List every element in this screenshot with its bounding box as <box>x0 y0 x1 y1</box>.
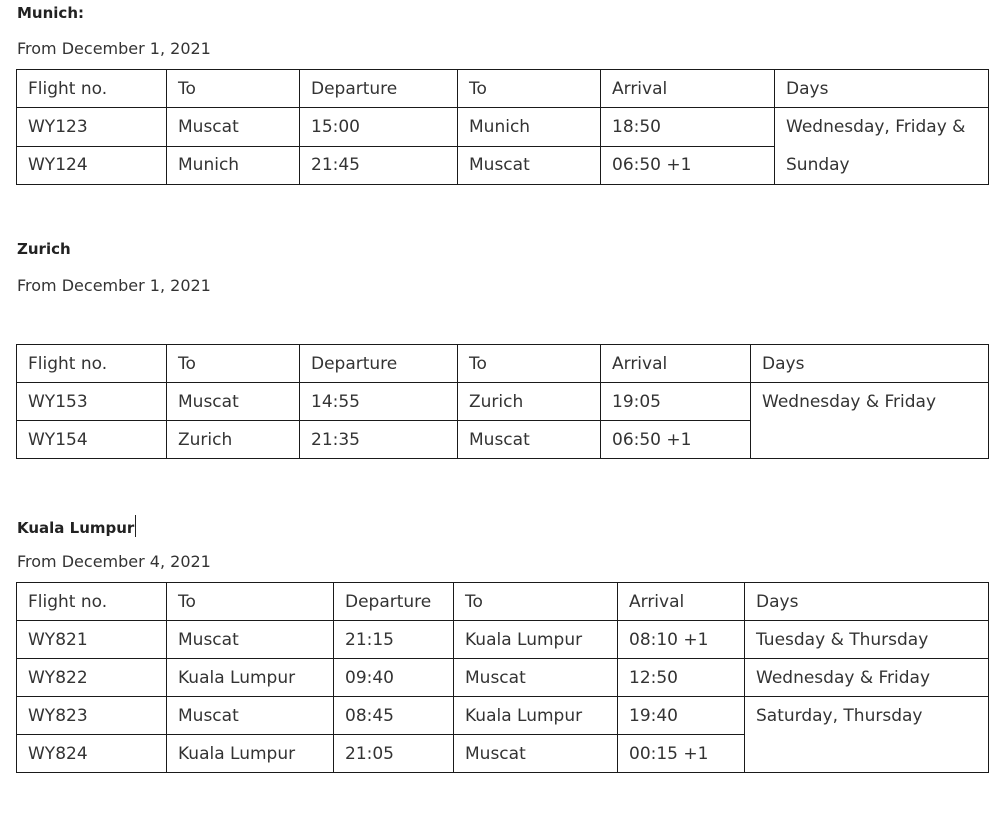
table-header-row <box>17 583 989 621</box>
table-cell: Munich <box>167 146 300 185</box>
table-cell: Zurich <box>458 383 601 421</box>
table-cell: Zurich <box>167 421 300 459</box>
table-cell: WY153 <box>17 383 167 421</box>
table-cell: 08:10 +1 <box>618 621 745 659</box>
table-cell: 06:50 +1 <box>601 421 751 459</box>
text-cursor <box>135 515 136 537</box>
table-cell: Muscat <box>167 697 334 735</box>
table-cell: 14:55 <box>300 383 458 421</box>
table-cell: Muscat <box>458 421 601 459</box>
schedule-table-munich <box>16 69 989 185</box>
table-cell: Muscat <box>167 621 334 659</box>
header-cell: Departure <box>300 70 458 108</box>
header-cell: To <box>167 345 300 383</box>
table-row <box>17 621 989 659</box>
table-cell: 21:05 <box>334 735 454 773</box>
header-cell: Days <box>745 583 989 621</box>
table-cell: Kuala Lumpur <box>454 697 618 735</box>
table-cell: Muscat <box>167 108 300 147</box>
header-cell: To <box>458 345 601 383</box>
table-cell: 19:05 <box>601 383 751 421</box>
table-cell: WY123 <box>17 108 167 147</box>
header-cell: Departure <box>334 583 454 621</box>
table-cell: 09:40 <box>334 659 454 697</box>
table-cell: WY154 <box>17 421 167 459</box>
table-cell: Muscat <box>458 146 601 185</box>
table-cell: WY821 <box>17 621 167 659</box>
header-cell: Flight no. <box>17 583 167 621</box>
days-cell: Tuesday & Thursday <box>745 621 989 659</box>
header-cell: Flight no. <box>17 70 167 108</box>
table-header-row <box>17 70 989 108</box>
header-cell: Flight no. <box>17 345 167 383</box>
header-cell: Arrival <box>601 345 751 383</box>
section-subtitle-zurich: From December 1, 2021 <box>17 276 211 295</box>
table-cell: 12:50 <box>618 659 745 697</box>
table-row <box>17 108 989 147</box>
section-subtitle-munich: From December 1, 2021 <box>17 39 211 58</box>
table-cell: Muscat <box>454 735 618 773</box>
table-cell: WY823 <box>17 697 167 735</box>
section-title-zurich: Zurich <box>17 240 71 258</box>
schedule-table-zurich <box>16 344 989 459</box>
table-cell: 21:45 <box>300 146 458 185</box>
header-cell: To <box>167 583 334 621</box>
table-cell: 18:50 <box>601 108 775 147</box>
table-cell: WY124 <box>17 146 167 185</box>
header-cell: Departure <box>300 345 458 383</box>
header-cell: Days <box>775 70 989 108</box>
table-cell: WY824 <box>17 735 167 773</box>
table-cell: WY822 <box>17 659 167 697</box>
table-cell: 06:50 +1 <box>601 146 775 185</box>
table-row <box>17 697 989 735</box>
table-cell: Kuala Lumpur <box>167 735 334 773</box>
header-cell: To <box>454 583 618 621</box>
header-cell: Arrival <box>601 70 775 108</box>
table-cell: Kuala Lumpur <box>454 621 618 659</box>
days-cell: Wednesday & Friday <box>751 383 989 459</box>
header-cell: Arrival <box>618 583 745 621</box>
table-cell: Muscat <box>454 659 618 697</box>
schedule-table-kuala-lumpur <box>16 582 989 773</box>
days-cell: Wednesday & Friday <box>745 659 989 697</box>
table-row <box>17 383 989 421</box>
table-cell: 15:00 <box>300 108 458 147</box>
days-cell: Saturday, Thursday <box>745 697 989 773</box>
header-cell: To <box>458 70 601 108</box>
table-row <box>17 659 989 697</box>
table-cell: 21:35 <box>300 421 458 459</box>
section-title-munich: Munich: <box>17 4 84 22</box>
header-cell: To <box>167 70 300 108</box>
section-title-text: Kuala Lumpur <box>17 519 135 537</box>
table-cell: Kuala Lumpur <box>167 659 334 697</box>
table-cell: 08:45 <box>334 697 454 735</box>
header-cell: Days <box>751 345 989 383</box>
section-subtitle-kuala-lumpur: From December 4, 2021 <box>17 552 211 571</box>
table-cell: 19:40 <box>618 697 745 735</box>
table-cell: 00:15 +1 <box>618 735 745 773</box>
table-cell: Munich <box>458 108 601 147</box>
table-cell: Muscat <box>167 383 300 421</box>
days-cell: Wednesday, Friday & Sunday <box>775 108 989 185</box>
section-title-kuala-lumpur <box>17 515 136 537</box>
table-header-row <box>17 345 989 383</box>
table-cell: 21:15 <box>334 621 454 659</box>
